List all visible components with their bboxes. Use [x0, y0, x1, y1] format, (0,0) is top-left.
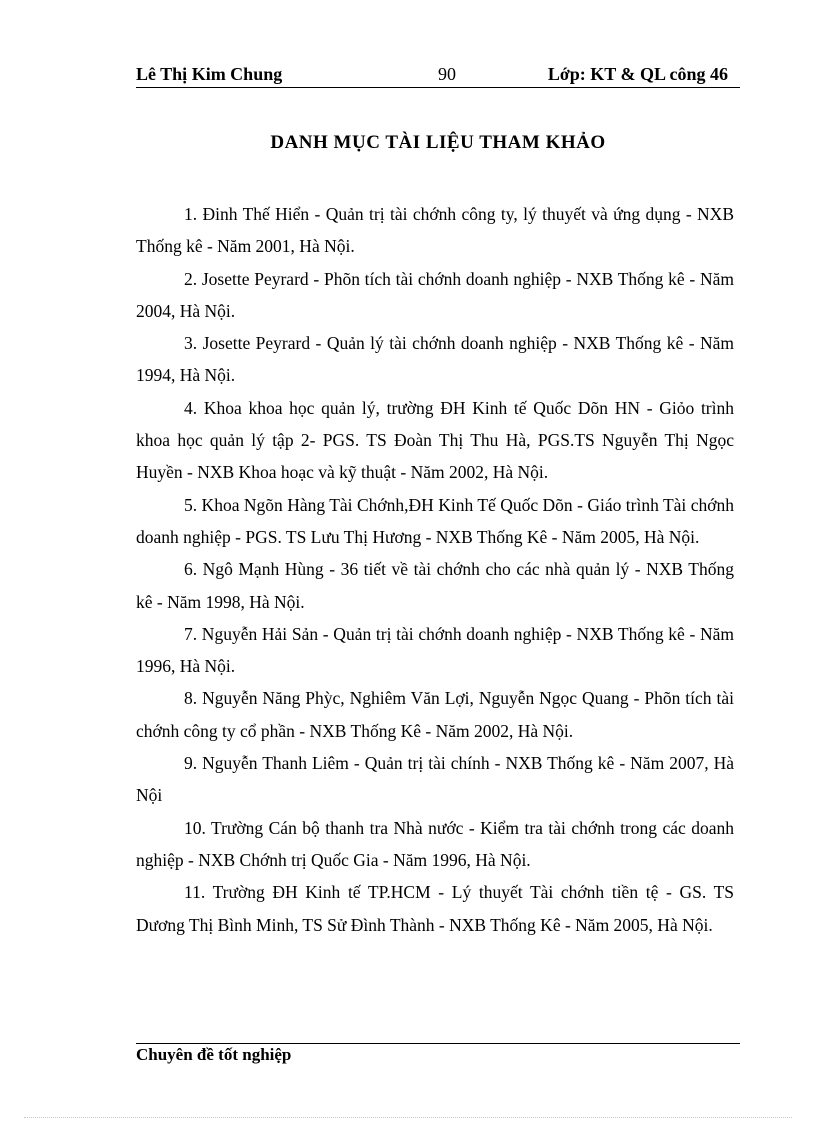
page-header [136, 62, 740, 88]
page-bottom-dotted-line [24, 1117, 792, 1118]
header-rule [136, 87, 740, 88]
reference-item-4: 4. Khoa khoa học quản lý, trường ĐH Kinh tế Quốc Dõn HN - Giỏo trình khoa học quản lý tập 2- PGS. TS Đoàn Thị Thu Hà, PGS.TS Nguyễn Thị Ngọc Huyền - NXB Khoa hoạc và kỹ thuật - Năm 2002, Hà Nội. [136, 397, 734, 483]
header-author: Lê Thị Kim Chung [136, 64, 283, 84]
reference-item-11: 11. Trường ĐH Kinh tế TP.HCM - Lý thuyết Tài chớnh tiền tệ - GS. TS Dương Thị Bình Minh, TS Sử Đình Thành - NXB Thống Kê - Năm 2005, Hà Nội. [136, 882, 734, 935]
reference-item-6: 6. Ngô Mạnh Hùng - 36 tiết về tài chớnh cho các nhà quản lý - NXB Thống kê - Năm 1998, Hà Nội. [136, 559, 734, 612]
reference-item-1: 1. Đinh Thế Hiển - Quản trị tài chớnh công ty, lý thuyết và ứng dụng - NXB Thống kê - Năm 2001, Hà Nội. [136, 204, 734, 257]
page-footer: Chuyên đề tốt nghiệp [136, 1045, 292, 1064]
reference-list [136, 198, 734, 941]
reference-item-8: 8. Nguyễn Năng Phỳc, Nghiêm Văn Lợi, Nguyễn Ngọc Quang - Phõn tích tài chớnh công ty cổ phần - NXB Thống Kê - Năm 2002, Hà Nội. [136, 688, 734, 741]
footer-rule [136, 1043, 740, 1044]
reference-item-5: 5. Khoa Ngõn Hàng Tài Chớnh,ĐH Kinh Tế Quốc Dõn - Giáo trình Tài chớnh doanh nghiệp - PGS. TS Lưu Thị Hương - NXB Thống Kê - Năm 2005, Hà Nội. [136, 494, 734, 547]
reference-item-2: 2. Josette Peyrard - Phõn tích tài chớnh doanh nghiệp - NXB Thống kê - Năm 2004, Hà Nội. [136, 268, 734, 321]
reference-item-9: 9. Nguyễn Thanh Liêm - Quản trị tài chính - NXB Thống kê - Năm 2007, Hà Nội [136, 753, 734, 806]
header-page-number: 90 [438, 64, 456, 84]
reference-item-3: 3. Josette Peyrard - Quản lý tài chớnh doanh nghiệp - NXB Thống kê - Năm 1994, Hà Nội. [136, 333, 734, 386]
page-title: DANH MỤC TÀI LIỆU THAM KHẢO [270, 132, 606, 153]
reference-item-7: 7. Nguyễn Hải Sản - Quản trị tài chớnh doanh nghiệp - NXB Thống kê - Năm 1996, Hà Nội. [136, 623, 734, 677]
header-class: Lớp: KT & QL công 46 [547, 64, 728, 84]
reference-item-10: 10. Trường Cán bộ thanh tra Nhà nước - Kiểm tra tài chớnh trong các doanh nghiệp - NXB Chớnh trị Quốc Gia - Năm 1996, Hà Nội. [136, 817, 734, 870]
